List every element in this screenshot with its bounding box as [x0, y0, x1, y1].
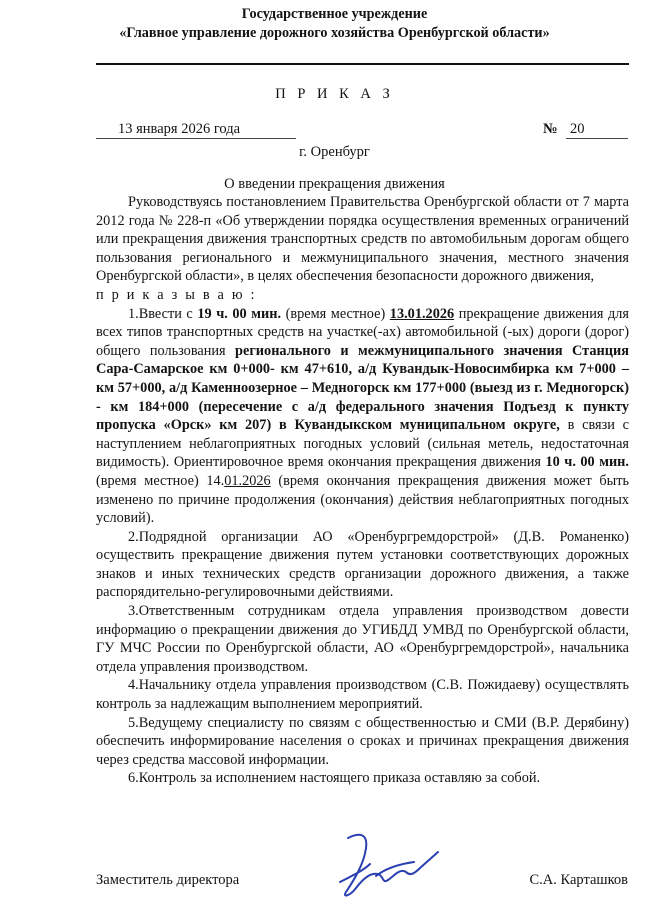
item-4: 4.Начальнику отдела управления производством (С.В. Пожидаеву) осуществлять контроль за надлежащим выполнением мероприятий. [96, 677, 629, 713]
signature-stroke [340, 835, 438, 896]
header-divider [96, 63, 629, 65]
order-body [96, 193, 629, 788]
order-date: 13 января 2026 года [96, 120, 296, 139]
order-word: п р и к а з ы в а ю : [96, 286, 257, 303]
item-2: 2.Подрядной организации АО «Оренбургремдорстрой» (Д.В. Романенко) осуществить прекращение движения путем установки соответствующих дорожных знаков и иных технических средств организации дорожного движения, а также распорядительно-регулировочными действиями. [96, 528, 629, 601]
document-type: П Р И К А З [275, 86, 394, 102]
signer-title: Заместитель директора [96, 872, 240, 888]
item-6: 6.Контроль за исполнением настоящего приказа оставляю за собой. [128, 770, 541, 787]
preamble: Руководствуясь постановлением Правительства Оренбургской области от 7 марта 2012 года № 228-п «Об утверждении порядка осуществления временных ограничений или прекращения движения транспортных средств по автомобильным дорогам общего пользования регионального и межмуниципального значения, местного значения Оренбургской области», в целях обеспечения безопасности дорожного движения, [96, 194, 629, 285]
order-subject: О введении прекращения движения [224, 176, 445, 192]
item-5: 5.Ведущему специалисту по связям с общественностью и СМИ (В.Р. Дерябину) обеспечить информирование населения о сроках и причинах прекращения движения через средства массовой информации. [96, 714, 629, 768]
order-city: г. Оренбург [299, 144, 370, 160]
order-number: 20 [566, 120, 628, 139]
signature [330, 818, 460, 908]
header-institution: Государственное учреждение [241, 6, 428, 22]
item-3: 3.Ответственным сотрудникам отдела управления производством довести информацию о прекращении движения до УГИБДД УМВД по Оренбургской области, ГУ МЧС России по Оренбургской области, АО «Оренбургремдорстрой», начальника отдела управления производством. [96, 603, 629, 675]
signer-name: С.А. Карташков [529, 872, 628, 888]
header-organization: «Главное управление дорожного хозяйства Оренбургской области» [119, 25, 550, 41]
item-1: 1.Ввести с 19 ч. 00 мин. (время местное) 13.01.2026 прекращение движения для всех типов транспортных средств на участке(-ах) автомобильной (-ых) дороги (дорог) общего пользования регионального и межмуниципального значения Станция Сара-Самарское км 0+000- км 47+610, а/д Кувандык-Новосимбирка км 7+000 – км 57+000, а/д Каменноозерное – Медногорск км 177+000 (выезд из г. Медногорск) - км 184+000 (пересечение с а/д федерального значения Подъезд к пункту пропуска «Орск» км 207) в Кувандыкском муниципальном округе, в связи с наступлением неблагоприятных погодных условий (сильная метель, недостаточная видимость). Ориентировочное время окончания прекращения движения 10 ч. 00 мин. (время местное) 14.01.2026 (время окончания прекращения движения может быть изменено по причине продолжения (окончания) действия неблагоприятных погодных условий). [96, 305, 629, 527]
order-number-label: № [543, 121, 558, 137]
